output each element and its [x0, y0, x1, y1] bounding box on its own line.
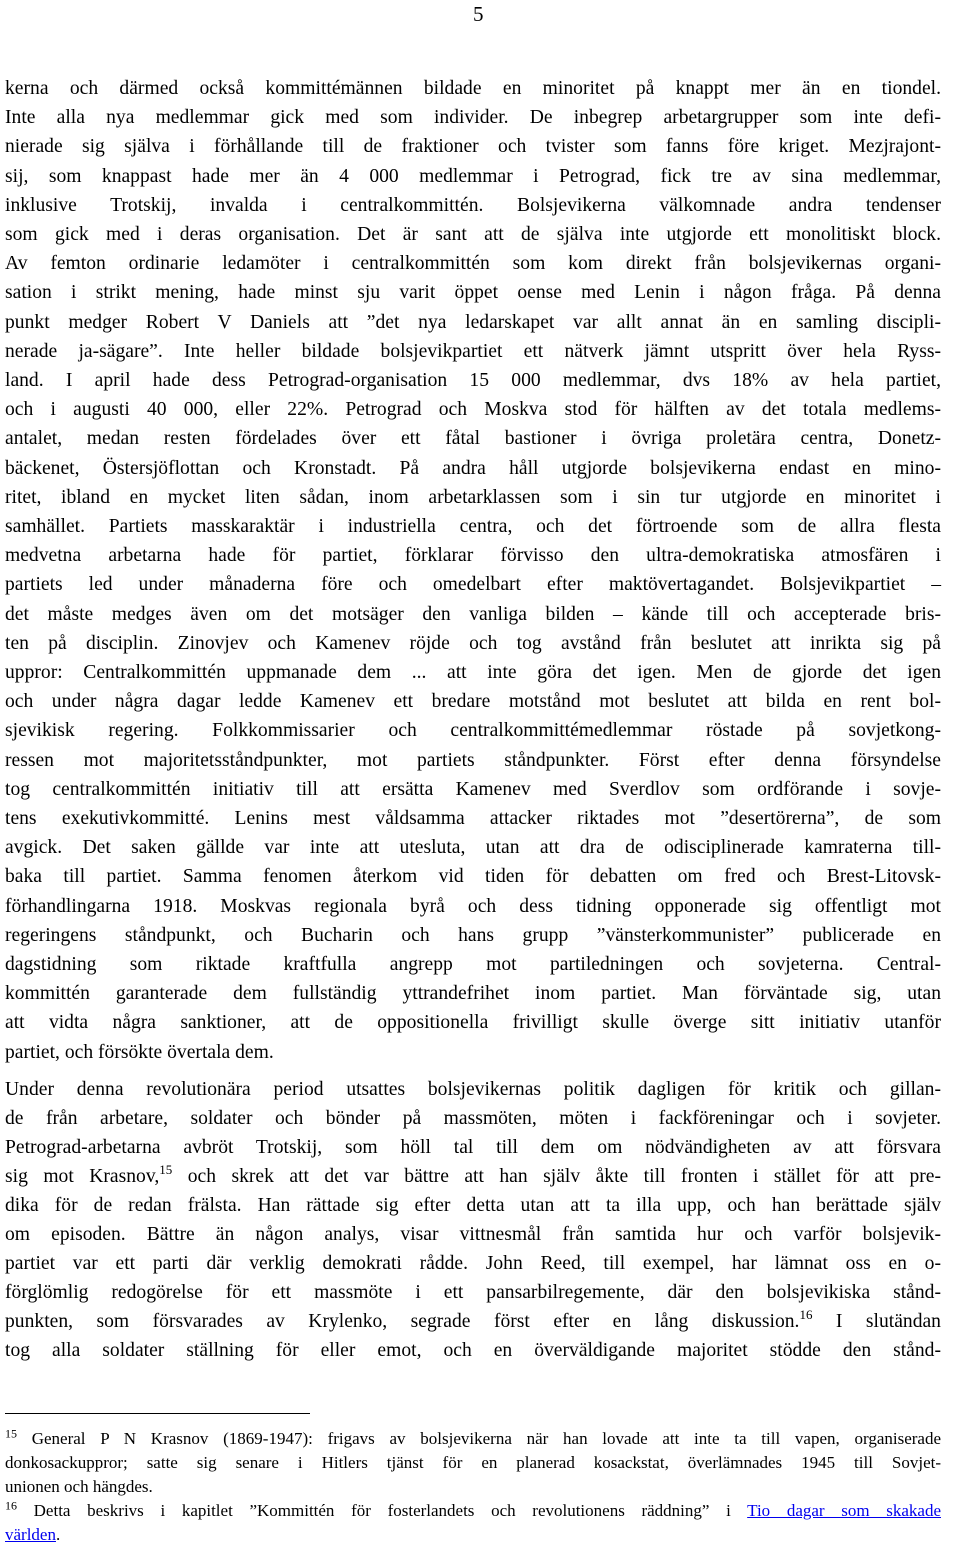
text-line: Under denna revolutionära period utsattes bolsjevikernas politik dagligen för kritik och gillan-: [5, 1079, 941, 1100]
book-title-link[interactable]: världen: [5, 1525, 56, 1544]
text-line: punkt medger Robert V Daniels att ”det nya ledarskapet var allt annat än en samling discipli-: [5, 311, 941, 333]
text-line: antalet, medan resten fördelades över ett fåtal bastioner i övriga proletära centra, Donetz-: [5, 428, 941, 450]
text-line: medvetna arbetarna hade för partiet, förklarar förvisso den ultra-demokratiska atmosfären i: [5, 545, 941, 567]
text-line: Av femton ordinarie ledamöter i centralkommittén som kom direkt från bolsjevikernas organi-: [5, 253, 941, 275]
footnote-separator: [5, 1413, 310, 1414]
page-number: 5: [473, 2, 484, 26]
text-line: sation i strikt mening, hade minst sju varit öppet oense med Lenin i någon fråga. På denna: [5, 282, 941, 304]
footnote-15-line: donkosackuppror; satte sig senare i Hitlers tjänst för en planerad kosackstat, överlämnades 1945 till Sovjet-: [5, 1453, 941, 1472]
footnote-16-line: [5, 1499, 941, 1523]
text-line: bäckenet, Östersjöflottan och Kronstadt. På andra håll utgjorde bolsjevikerna endast en mino-: [5, 457, 941, 479]
text-line: nerade ja-sägare”. Inte heller bildade bolsjevikpartiet ett nätverk jämnt utspritt över hela Ryss-: [5, 340, 941, 362]
book-title-link[interactable]: Tio dagar som skakade: [747, 1501, 941, 1520]
text-line: baka till partiet. Samma fenomen återkom vid tiden för debatten om fred och Brest-Litovsk-: [5, 866, 941, 888]
text-segment: I slutändan: [812, 1311, 941, 1332]
text-line: Inte alla nya medlemmar gick med som individer. De inbegrep arbetargrupper som inte defi-: [5, 107, 941, 129]
text-line: som gick med i deras organisation. Det är sant att de själva inte utgjorde ett monolitiskt block.: [5, 224, 941, 245]
footnote-text: Detta beskrivs i kapitlet ”Kommittén för fosterlandets och revolutionens räddning” i: [17, 1501, 748, 1520]
text-line: och under några dagar ledde Kamenev ett bredare motstånd mot beslutet att bilda en rent bol-: [5, 691, 941, 713]
text-segment: sig mot Krasnov,: [5, 1166, 160, 1187]
text-line: Petrograd-arbetarna avbröt Trotskij, som höll tal till dem om nödvändigheten av att försvara: [5, 1137, 941, 1158]
text-line: tog centralkommittén initiativ till att ersätta Kamenev med Sverdlov som ordförande i sovje-: [5, 778, 941, 800]
text-line: tog alla soldater ställning för eller emot, och en överväldigande majoritet stödde den stånd-: [5, 1340, 941, 1361]
text-line: partiet var ett parti där verklig demokrati rådde. John Reed, till exempel, har lämnat oss en o-: [5, 1253, 941, 1274]
text-line: sij, som knappast hade mer än 4 000 medlemmar i Petrograd, fick tre av sina medlemmar,: [5, 165, 941, 187]
footnote-ref-15[interactable]: 15: [159, 1161, 173, 1177]
text-line: att vidta några sanktioner, att de oppositionella frivilligt skulle överge sitt initiativ utanför: [5, 1012, 941, 1034]
text-line: samhället. Partiets masskaraktär i industriella centra, och det förtroende som de allra flesta: [5, 516, 941, 537]
text-line: och i augusti 40 000, eller 22%. Petrograd och Moskva stod för hälften av det totala medlems-: [5, 399, 941, 421]
text-line: avgick. Det saken gällde var inte att utesluta, utan att dra de odisciplinerade kamraterna till-: [5, 837, 941, 859]
text-line: kerna och därmed också kommittémännen bildade en minoritet på knappt mer än en tiondel.: [5, 78, 941, 99]
footnote-text: .: [55, 1525, 61, 1544]
footnote-ref-16[interactable]: 16: [799, 1306, 813, 1322]
text-line: tens exekutivkommitté. Lenins mest våldsamma attacker riktades mot ”desertörerna”, de som: [5, 808, 941, 829]
text-line: de från arbetare, soldater och bönder på massmöten, möten i fackföreningar och i sovjeter.: [5, 1108, 941, 1129]
footnote-16-line: [5, 1523, 60, 1547]
text-line: partiet, och försökte övertala dem.: [5, 1041, 274, 1063]
text-line: ritet, ibland en mycket liten sådan, inom arbetarklassen som i sin tur utgjorde en minoritet i: [5, 486, 941, 508]
text-line: land. I april hade dess Petrograd-organisation 15 000 medlemmar, dvs 18% av hela partiet,: [5, 370, 941, 391]
text-line: förhandlingarna 1918. Moskvas regionala byrå och dess tidning opponerade sig offentligt mot: [5, 895, 941, 917]
text-line: regeringens ståndpunkt, och Bucharin och hans grupp ”vänsterkommunister” publicerade en: [5, 924, 941, 946]
text-segment: punkten, som försvarades av Krylenko, segrade först efter en lång diskussion.: [5, 1311, 800, 1332]
footnote-number-16: 16: [5, 1498, 17, 1513]
footnote-15-line: [5, 1427, 941, 1451]
footnote-15-line: unionen och hängdes.: [5, 1477, 153, 1496]
text-line: det måste medges även om det motsäger den vanliga bilden – kände till och accepterade bris-: [5, 603, 941, 625]
text-line: partiets led under månaderna före och omedelbart efter maktövertagandet. Bolsjevikpartiet –: [5, 574, 941, 596]
text-line: om episoden. Bättre än någon analys, visar vittnesmål från samtida hur och varför bolsjevik-: [5, 1224, 941, 1245]
text-line: dika för de redan frälsta. Han rättade sig efter detta utan att ta illa upp, och han berättade själv: [5, 1195, 941, 1216]
text-line: ressen mot majoritetsståndpunkter, mot partiets ståndpunkter. Först efter denna försyndelse: [5, 749, 941, 771]
text-line: [5, 1307, 941, 1336]
text-line: [5, 1162, 941, 1191]
text-line: ten på disciplin. Zinovjev och Kamenev röjde och tog avstånd från beslutet att inrikta sig på: [5, 632, 941, 654]
text-line: uppror: Centralkommittén uppmanade dem ... att inte göra det igen. Men de gjorde det igen: [5, 662, 941, 683]
text-line: förglömlig redogörelse för ett massmöte i ett pansarbilregemente, där den bolsjevikiska stånd-: [5, 1282, 941, 1303]
text-line: kommittén garanterade dem fullständig yttrandefrihet inom partiet. Man förväntade sig, utan: [5, 983, 941, 1005]
text-line: nierade sig själva i förhållande till de fraktioner och tvister som fanns före kriget. Mezjrajont-: [5, 136, 941, 158]
footnote-number-15: 15: [5, 1426, 17, 1441]
text-segment: och skrek att det var bättre att han själv åkte till fronten i stället för att pre-: [172, 1166, 941, 1187]
text-line: dagstidning som riktade kraftfulla angrepp mot partiledningen och sovjeterna. Central-: [5, 954, 941, 975]
text-line: sjevikisk regering. Folkkommissarier och centralkommittémedlemmar röstade på sovjetkong-: [5, 720, 941, 742]
text-line: inklusive Trotskij, invalda i centralkommittén. Bolsjevikerna välkomnade andra tendenser: [5, 194, 941, 216]
footnote-text: General P N Krasnov (1869-1947): frigavs av bolsjevikerna när han lovade att inte ta till vapen, organiserade: [17, 1429, 941, 1448]
